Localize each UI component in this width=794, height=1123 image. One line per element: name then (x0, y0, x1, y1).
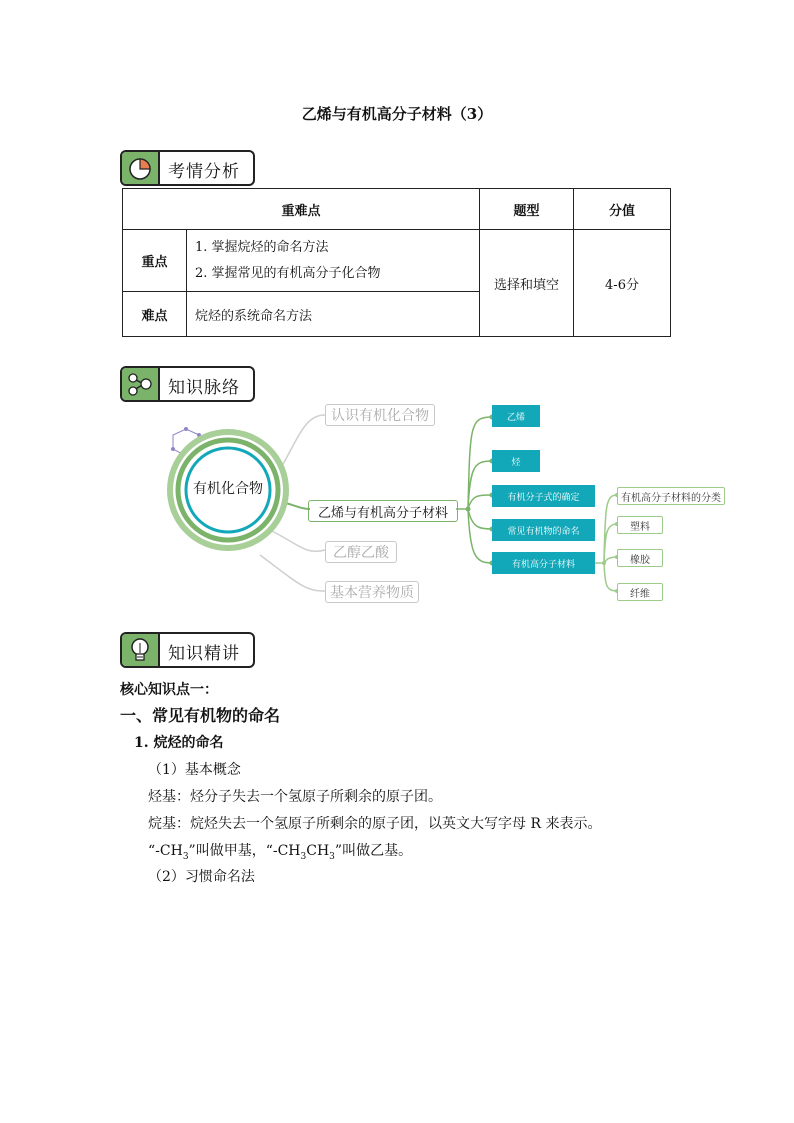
text-fragment: “-CH (148, 843, 183, 859)
mindmap-branch-2: 乙烯与有机高分子材料 (308, 500, 458, 522)
row-key-items (187, 230, 480, 292)
mindmap-leaf-2: 塑料 (617, 516, 663, 534)
body-line-2: 烷基：烷烃失去一个氢原子所剩余的原子团，以英文大写字母 R 来表示。 (148, 816, 602, 832)
heading-1: 一、常见有机物的命名 (120, 706, 281, 725)
key-item-2: 2. 掌握常见的有机高分子化合物 (195, 265, 381, 281)
section-label: 知识脉络 (168, 378, 240, 398)
mindmap-leaf-3: 橡胶 (617, 549, 663, 567)
mindmap-sub-2: 烃 (492, 450, 540, 472)
pie-chart-icon (122, 152, 160, 184)
mindmap-branch-1: 认识有机化合物 (325, 404, 435, 426)
text-fragment: CH (306, 843, 330, 859)
page-title: 乙烯与有机高分子材料（3） (301, 105, 493, 123)
subscript: 3 (182, 851, 189, 862)
body-line-3 (148, 840, 412, 862)
mindmap-center: 有机化合物 (193, 481, 263, 497)
section-header-analysis (120, 150, 255, 186)
subscript: 3 (300, 851, 307, 862)
row-label-difficult: 难点 (123, 292, 187, 337)
subheading-1: （1）基本概念 (148, 762, 241, 778)
lightbulb-icon (122, 634, 160, 666)
mindmap-sub-3: 有机分子式的确定 (492, 485, 595, 507)
analysis-table (122, 188, 671, 337)
table-header-score: 分值 (574, 189, 671, 230)
mindmap-leaf-4: 纤维 (617, 583, 663, 601)
section-label: 考情分析 (168, 162, 240, 182)
section-header-lecture (120, 632, 255, 668)
text-fragment: ”叫做乙基。 (334, 843, 413, 859)
mindmap-branch-4: 基本营养物质 (325, 581, 419, 603)
table-header-key: 重难点 (123, 189, 480, 230)
row-label-key: 重点 (123, 230, 187, 292)
table-header-type: 题型 (480, 189, 574, 230)
key-item-1: 1. 掌握烷烃的命名方法 (195, 239, 329, 255)
mindmap-sub-4: 常见有机物的命名 (492, 519, 595, 541)
mindmap-sub-5: 有机高分子材料 (492, 552, 595, 574)
mindmap-sub-1: 乙烯 (492, 405, 540, 427)
heading-2: 1. 烷烃的命名 (134, 735, 224, 751)
text-fragment: ”叫做甲基，“-CH (188, 843, 301, 859)
difficult-item: 烷烃的系统命名方法 (187, 292, 480, 337)
score-value: 4-6分 (574, 230, 671, 337)
section-label: 知识精讲 (168, 644, 240, 664)
mindmap-branch-3: 乙醇乙酸 (325, 541, 397, 563)
mindmap-leaf-1: 有机高分子材料的分类 (617, 487, 725, 505)
body-line-1: 烃基：烃分子失去一个氢原子所剩余的原子团。 (148, 789, 442, 805)
type-value: 选择和填空 (480, 230, 574, 337)
core-point-label: 核心知识点一： (120, 682, 218, 698)
subheading-2: （2）习惯命名法 (148, 869, 255, 885)
subscript: 3 (329, 851, 335, 862)
